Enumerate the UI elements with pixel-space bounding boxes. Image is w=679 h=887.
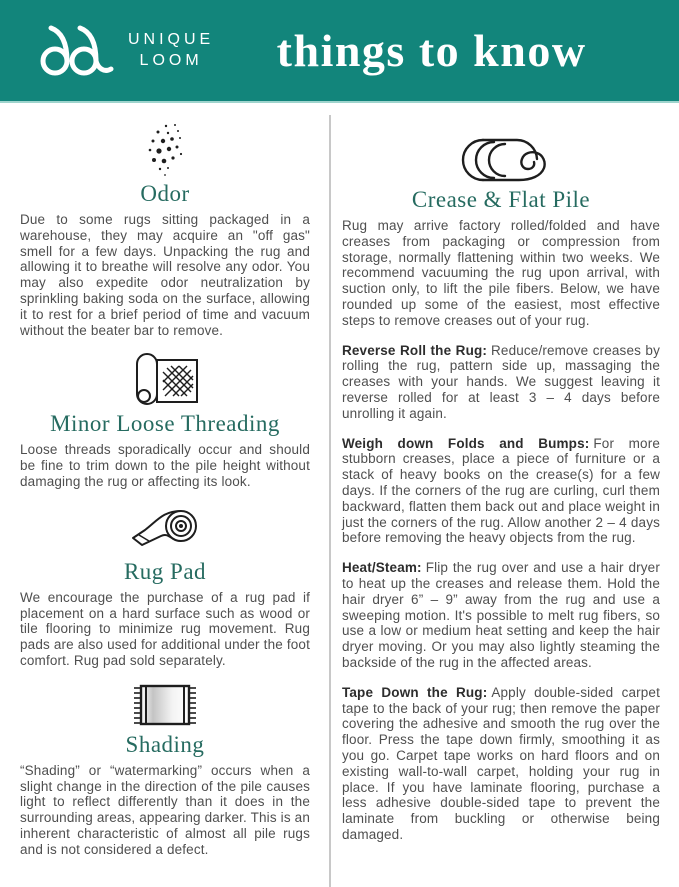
section-heading-threading: Minor Loose Threading [50,411,280,437]
section-shading [20,682,310,858]
tip-heat-steam [342,560,660,671]
section-heading-rug-pad: Rug Pad [123,558,207,584]
section-heading-crease: Crease & Flat Pile [411,187,591,212]
section-odor [20,123,310,338]
section-body-odor: Due to some rugs sitting packaged in a warehouse, they may acquire an "off gas" smell for a few days. Unpacking the rug and allowing it to breathe will resolve any odor. You may also expedite odor neutralization by sprinkling baking soda on the surface, allowing it to rest for a brief period of time and vacuum without the beater bar to remove. [20,212,310,338]
tip-tape-down-label: Tape Down the Rug: [342,684,488,700]
section-heading-shading: Shading [125,731,205,757]
tip-weigh-down-text: For more stubborn creases, place a piece of furniture or a stack of heavy books on the crease(s) for a few days. If the corners of the rug are curling, curl them backward, flatten them back out and place weight in just the corners of the rug. Allow another 2 – 4 days before removing the heavy objects from the rug. [342,435,660,546]
section-rug-pad [20,503,310,669]
brand-line1: UNIQUE [128,30,215,48]
section-body-rug-pad: We encourage the purchase of a rug pad if placement on a hard surface such as wood or tile flooring to minimize rug movement. Rug pads are also used for additional under the foot comfort. Rug pad sold separately. [20,589,310,668]
section-body-shading: “Shading” or “watermarking” occurs when a slight change in the direction of the pile causes light to reflect differently than it does in the surrounding areas, appearing darker. This is an inherent characteristic of almost all pile rugs and is not considered a defect. [20,762,310,857]
tip-reverse-roll-label: Reverse Roll the Rug: [342,342,488,358]
rug-roll-crosshatch-icon [128,351,202,407]
rug-pad-roll-icon [129,503,201,555]
tip-reverse-roll [342,343,660,422]
right-column [331,103,679,887]
tip-tape-down-text: Apply double-sided carpet tape to the back of your rug; then remove the paper covering the adhesive and smooth the rug over the floor. Press the tape down firmly, smoothing it as you go. Carpet tape works on hard floors and on existing wall-to-wall carpet, holding your rug in place. If you have laminate flooring, purchase a less adhesive double-sided tape to prevent the laminate from buckling or otherwise being damaged. [342,684,660,842]
content-area [0,103,679,887]
loom-loops-icon [38,23,114,79]
tip-heat-steam-label: Heat/Steam: [342,560,422,576]
tip-tape-down [342,685,660,843]
crease-intro: Rug may arrive factory rolled/folded and have creases from packaging or compression from storage, normally flattening within two weeks. We recommend vacuuming the rug upon arrival, with suction only, to lift the pile fibers. Below, we have rounded up some of the easiest, most effective steps to remove creases out of your rug. [342,218,660,328]
section-minor-loose-threading [20,351,310,489]
brand-line2: LOOM [139,51,203,69]
flat-rug-fringe-icon [132,682,198,728]
tip-weigh-down [342,436,660,547]
left-column [0,103,329,887]
section-heading-odor: Odor [140,181,190,206]
tip-weigh-down-label: Weigh down Folds and Bumps: [342,435,590,451]
page-title: things to know [276,25,587,76]
tip-heat-steam-text: Flip the rug over and use a hair dryer to heat up the creases and release them. Hold the hair dryer 6” – 9” away from the rug and use a sweeping motion. It's possible to melt rug fibers, so use a low or medium heat setting and keep the hair dryer moving. Or you may also lightly steaming the backside of the rug in the affected areas. [342,560,660,670]
odor-dots-icon [141,123,189,177]
unique-loom-logo [38,23,214,79]
header-bar [0,0,679,103]
rolled-rug-icon [453,135,549,183]
section-body-threading: Loose threads sporadically occur and should be fine to trim down to the pile height without damaging the rug or affecting its look. [20,442,310,489]
section-crease-flat-pile [342,135,660,843]
brand-name [128,30,214,72]
tip-reverse-roll-text: Reduce/remove creases by rolling the rug, pattern side up, massaging the creases with your hands. We suggest leaving it reverse rolled for at least 3 – 4 days before unrolling it again. [342,342,660,421]
